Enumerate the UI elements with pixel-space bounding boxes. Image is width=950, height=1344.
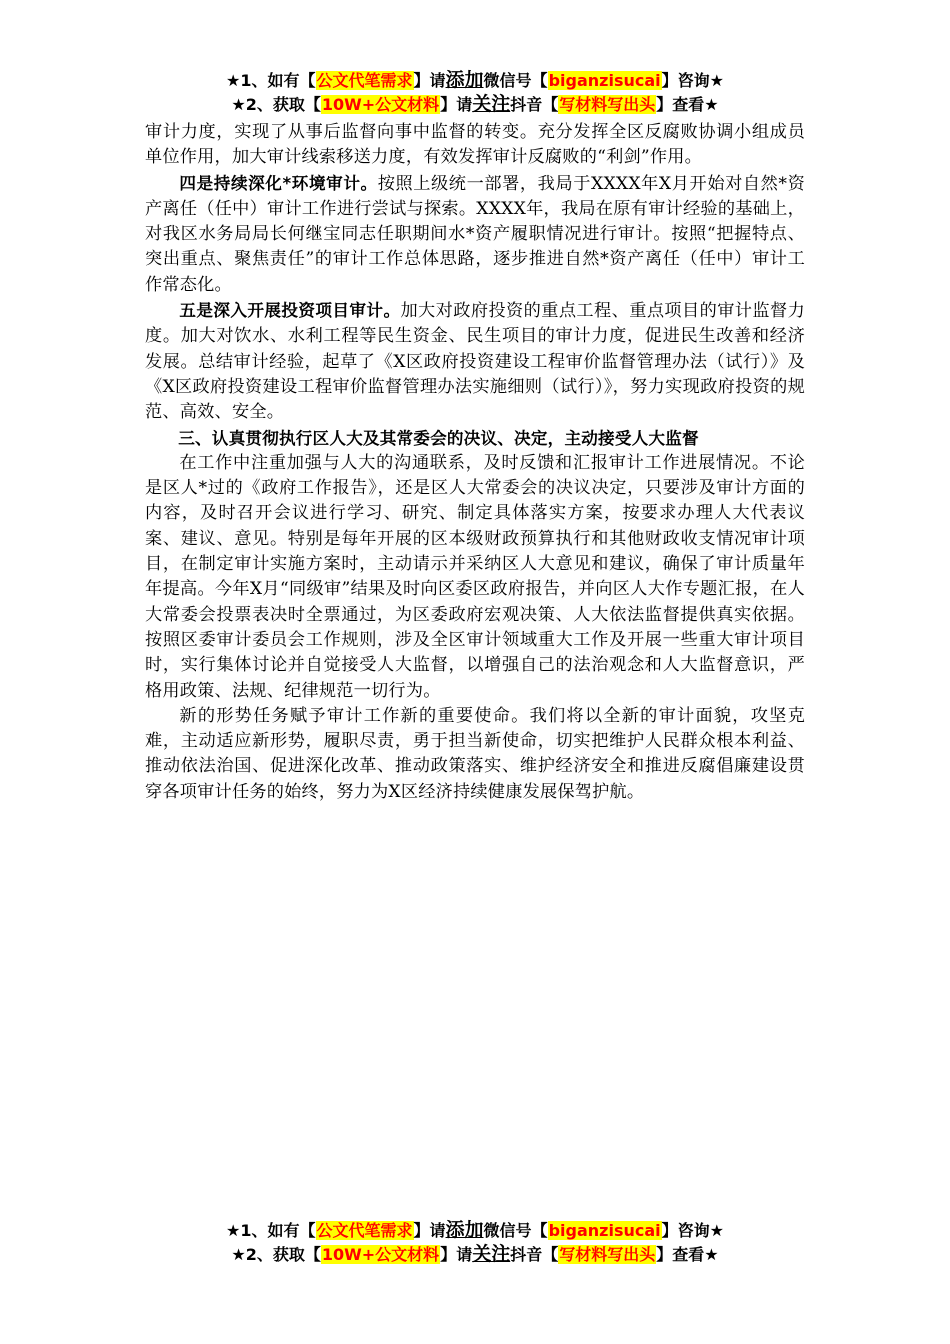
banner-text: 】请	[413, 1221, 446, 1240]
highlight-douyin-id: 写材料写出头	[559, 1245, 656, 1264]
banner-text: 微信号【	[483, 71, 548, 90]
header-banner	[0, 68, 950, 116]
paragraph: 在工作中注重加强与人大的沟通联系，及时反馈和汇报审计工作进展情况。不论是区人*过的《政府工作报告》，还是区人大常委会的决议决定，只要涉及审计方面的内容，及时召开会议进行学习、研究、制定具体落实方案，按要求办理人大代表议案、建议、意见。特别是每年开展的区本级财政预算执行和其他财政收支情况审计项目，在制定审计实施方案时，主动请示并采纳区人大意见和建议，确保了审计质量年年提高。今年X月“同级审”结果及时向区委区政府报告，并向区人大作专题汇报，在人大常委会投票表决时全票通过，为区委政府宏观决策、人大依法监督提供真实依据。按照区委审计委员会工作规则，涉及全区审计领域重大工作及开展一些重大审计项目时，实行集体讨论并自觉接受人大监督，以增强自己的法治观念和人大监督意识，严格用政策、法规、纪律规范一切行为。	[145, 452, 805, 701]
paragraph-lead: 五是深入开展投资项目审计。	[179, 301, 401, 321]
banner-text: ★2、获取【	[231, 95, 321, 114]
paragraph	[145, 171, 805, 298]
document-body	[145, 120, 805, 805]
banner-text: 抖音【	[510, 95, 559, 114]
paragraph-body: 按照上级统一部署，我局于XXXX年X月开始对自然*资产离任（任中）审计工作进行尝试与探索。XXXX年，我局在原有审计经验的基础上，对我区水务局局长何继宝同志任职期间水*资产履职情况进行审计。按照“把握特点、突出重点、聚焦责任”的审计工作总体思路，逐步推进自然*资产离任（任中）审计工作常态化。	[145, 173, 805, 295]
banner-line-2	[0, 92, 950, 116]
paragraph: 新的形势任务赋予审计工作新的重要使命。我们将以全新的审计面貌，攻坚克难，主动适应新形势，履职尽责，勇于担当新使命，切实把维护人民群众根本利益、推动依法治国、促进深化改革、推动政策落实、维护经济安全和推进反腐倡廉建设贯穿各项审计任务的始终，努力为X区经济持续健康发展保驾护航。	[145, 705, 805, 802]
highlight-douyin-id: 写材料写出头	[559, 95, 656, 114]
highlight-wechat-id: biganzisucai	[548, 1221, 661, 1240]
banner-line-2	[0, 1242, 950, 1266]
paragraph-lead: 四是持续深化*环境审计。	[179, 173, 378, 193]
banner-text: ★1、如有【	[226, 1221, 316, 1240]
highlight-materials: 10W+公文材料	[321, 1245, 440, 1264]
banner-text: ★2、获取【	[231, 1245, 321, 1264]
banner-text: ★1、如有【	[226, 71, 316, 90]
banner-emphasis: 添加	[445, 1219, 484, 1241]
banner-text: 】查看★	[656, 95, 719, 114]
banner-text: 微信号【	[483, 1221, 548, 1240]
banner-text: 】咨询★	[661, 1221, 724, 1240]
banner-text: 】查看★	[656, 1245, 719, 1264]
highlight-service: 公文代笔需求	[316, 1221, 413, 1240]
highlight-wechat-id: biganzisucai	[548, 71, 661, 90]
paragraph	[145, 298, 805, 425]
highlight-materials: 10W+公文材料	[321, 95, 440, 114]
footer-banner	[0, 1218, 950, 1266]
banner-text: 】请	[440, 1245, 473, 1264]
banner-text: 】请	[413, 71, 446, 90]
section-heading: 三、认真贯彻执行区人大及其常委会的决议、决定，主动接受人大监督	[178, 428, 699, 448]
banner-line-1	[0, 68, 950, 92]
banner-text: 】请	[440, 95, 473, 114]
banner-emphasis: 添加	[445, 69, 484, 91]
banner-text: 】咨询★	[661, 71, 724, 90]
banner-emphasis: 关注	[472, 1243, 511, 1265]
highlight-service: 公文代笔需求	[316, 71, 413, 90]
paragraph-body: 加大对政府投资的重点工程、重点项目的审计监督力度。加大对饮水、水利工程等民生资金、民生项目的审计力度，促进民生改善和经济发展。总结审计经验，起草了《X区政府投资建设工程审价监督管理办法（试行）》及《X区政府投资建设工程审价监督管理办法实施细则（试行）》，努力实现政府投资的规范、高效、安全。	[145, 301, 805, 423]
banner-line-1	[0, 1218, 950, 1242]
banner-text: 抖音【	[510, 1245, 559, 1264]
paragraph: 审计力度，实现了从事后监督向事中监督的转变。充分发挥全区反腐败协调小组成员单位作用，加大审计线索移送力度，有效发挥审计反腐败的“利剑”作用。	[145, 122, 805, 168]
banner-emphasis: 关注	[472, 93, 511, 115]
